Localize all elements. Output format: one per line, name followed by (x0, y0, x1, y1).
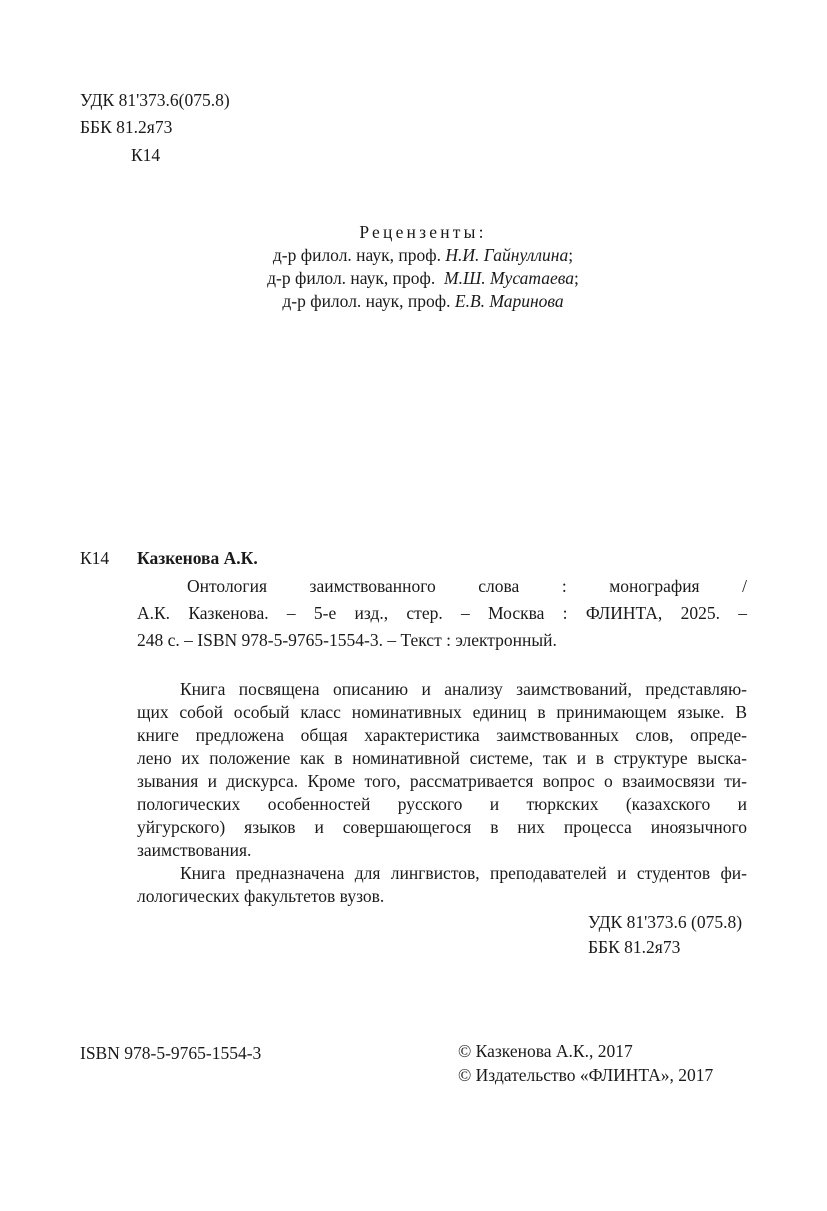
annotation-line: лологических факультетов вузов. (137, 886, 385, 906)
record-line: Онтология заимствованного слова : монография / (187, 576, 747, 596)
record-code: К14 (80, 548, 110, 568)
annotation-line: зывания и дискурса. Кроме того, рассматривается вопрос о взаимосвязи ти- (137, 771, 747, 791)
reviewer-3: д-р филол. наук, проф. Е.В. Маринова (282, 291, 564, 311)
udk-code-bottom: УДК 81'373.6 (075.8) (588, 912, 743, 932)
copyright-author: © Казкенова А.К., 2017 (458, 1041, 633, 1061)
bbk-code: ББК 81.2я73 (80, 117, 173, 137)
annotation-line: щих собой особый класс номинативных единиц в принимающем языке. В (137, 702, 747, 722)
annotation-line: книге предложена общая характеристика заимствованных слов, опреде- (137, 725, 747, 745)
bbk-code-bottom: ББК 81.2я73 (588, 937, 681, 957)
copyright-publisher: © Издательство «ФЛИНТА», 2017 (458, 1065, 714, 1085)
annotation-line: лено их положение как в номинативной системе, так и в структуре выска- (137, 748, 747, 768)
record-line: А.К. Казкенова. – 5-е изд., стер. – Москва : ФЛИНТА, 2025. – (137, 603, 747, 623)
udk-code: УДК 81'373.6(075.8) (80, 90, 230, 110)
record-author: Казкенова А.К. (137, 548, 258, 568)
author-mark: К14 (131, 145, 161, 165)
annotation-line: уйгурского) языков и совершающегося в них процесса иноязычного (137, 817, 747, 837)
annotation-line: Книга посвящена описанию и анализу заимствований, представляю- (180, 679, 747, 699)
reviewer-2: д-р филол. наук, проф. М.Ш. Мусатаева; (267, 268, 579, 288)
reviewers-heading: Рецензенты: (359, 222, 487, 242)
isbn: ISBN 978-5-9765-1554-3 (80, 1043, 262, 1063)
annotation-line: заимствования. (137, 840, 252, 860)
annotation-line: пологических особенностей русского и тюркских (казахского и (137, 794, 747, 814)
annotation-line: Книга предназначена для лингвистов, преподавателей и студентов фи- (180, 863, 747, 883)
record-line: 248 с. – ISBN 978-5-9765-1554-3. – Текст : электронный. (137, 630, 557, 650)
reviewer-1: д-р филол. наук, проф. Н.И. Гайнуллина; (272, 245, 574, 265)
